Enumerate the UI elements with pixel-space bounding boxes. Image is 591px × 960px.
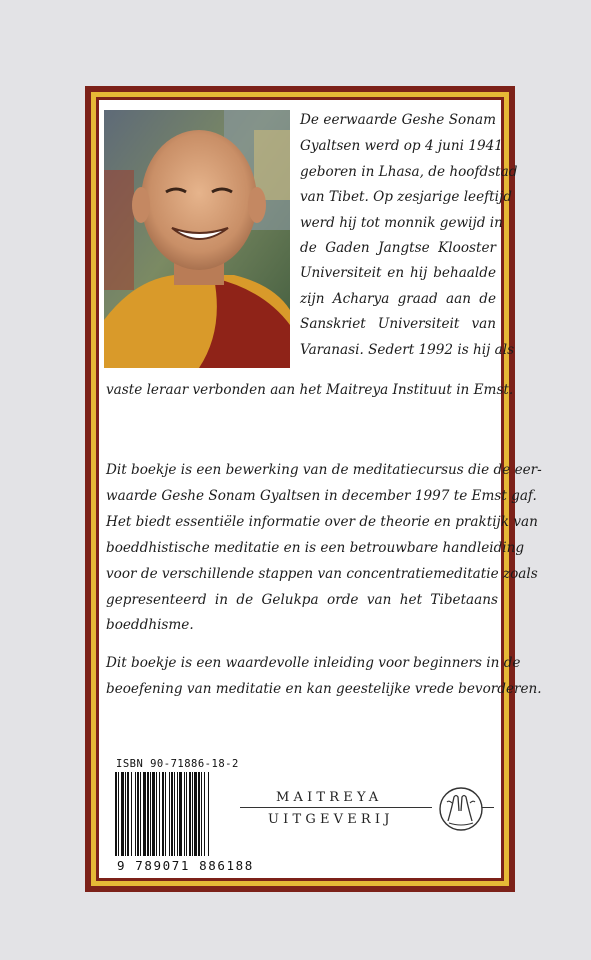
description-line: waarde Geshe Sonam Gyaltsen in december 1997 te Emst gaf. (106, 488, 537, 504)
description-line: beoefening van meditatie en kan geestelijke vrede bevorderen. (106, 681, 542, 697)
author-photo (104, 110, 290, 368)
publisher-name: MAITREYA (276, 790, 383, 805)
description-line: Dit boekje is een waardevolle inleiding voor beginners in de (106, 655, 521, 671)
bio-line: Universiteit en hij behaalde (300, 265, 496, 281)
description-line: boeddhisme. (106, 617, 194, 633)
description-line: Dit boekje is een bewerking van de meditatiecursus die de eer- (106, 462, 542, 478)
barcode (114, 772, 232, 858)
bio-line: Gyaltsen werd op 4 juni 1941 (300, 138, 503, 154)
publisher-subname: UITGEVERIJ (268, 812, 394, 827)
bio-line: vaste leraar verbonden aan het Maitreya Instituut in Emst. (106, 382, 514, 398)
publisher-rule (240, 807, 432, 808)
description-line: gepresenteerd in de Gelukpa orde van het Tibetaans (106, 592, 498, 608)
bio-line: zijn Acharya graad aan de (300, 291, 496, 307)
description-line: boeddhistische meditatie en is een betrouwbare handleiding (106, 540, 525, 556)
bio-line: geboren in Lhasa, de hoofdstad (300, 164, 518, 180)
praying-hands-icon (432, 785, 490, 833)
bio-line: Sanskriet Universiteit van (300, 316, 496, 332)
bio-line: werd hij tot monnik gewijd in (300, 215, 503, 231)
description-line: Het biedt essentiële informatie over de theorie en praktijk van (106, 514, 538, 530)
description-line: voor de verschillende stappen van concentratiemeditatie zoals (106, 566, 538, 582)
bio-line: de Gaden Jangtse Klooster (300, 240, 496, 256)
bio-line: Varanasi. Sedert 1992 is hij als (300, 342, 515, 358)
isbn-label: ISBN 90-71886-18-2 (116, 758, 239, 770)
bio-line: De eerwaarde Geshe Sonam (300, 112, 496, 128)
barcode-digits: 9 789071 886188 (117, 858, 254, 873)
bio-line: van Tibet. Op zesjarige leeftijd (300, 189, 512, 205)
